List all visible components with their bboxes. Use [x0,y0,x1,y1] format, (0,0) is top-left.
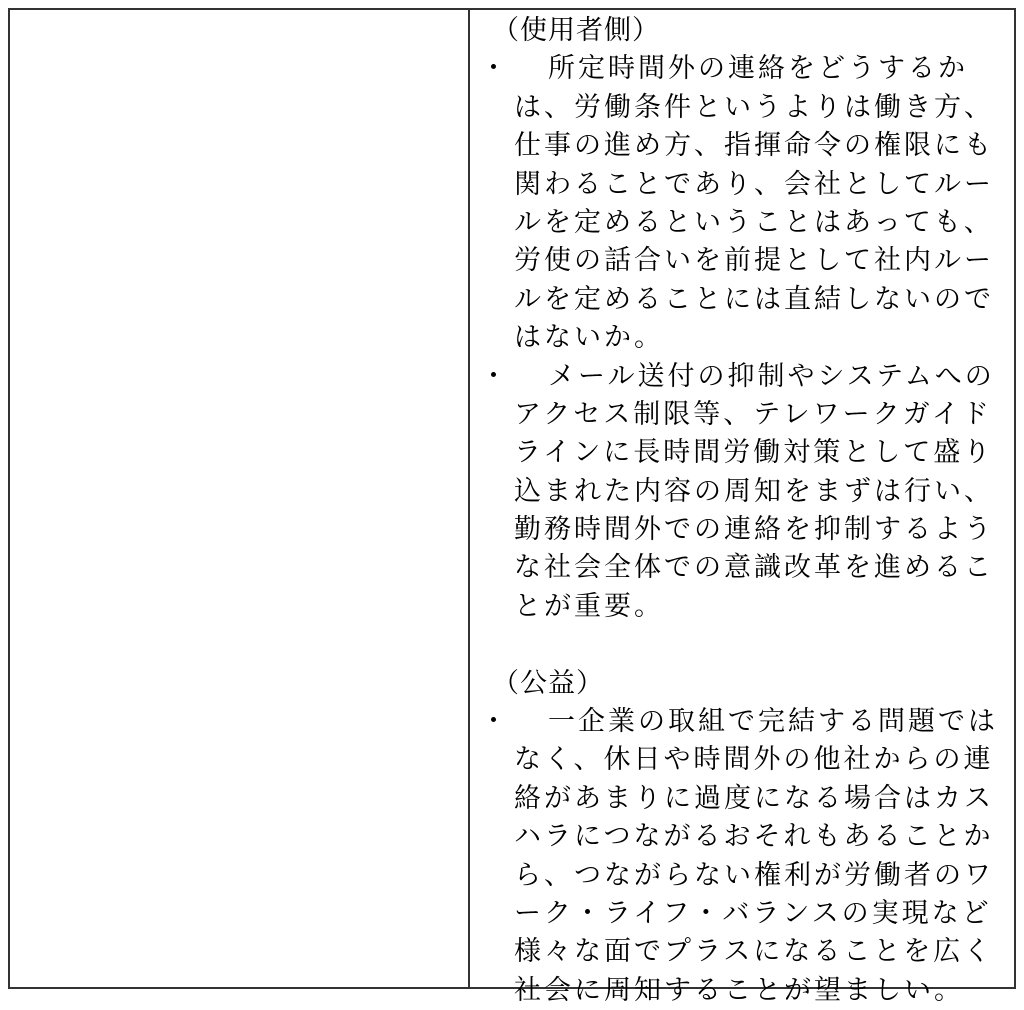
line-text: 一企業の取組で完結する問題では [548,706,998,738]
line-text: ーク・ライフ・バランスの実現など [514,897,992,929]
line-text: ルを定めることには直結しないので [514,283,994,315]
line-text: 仕事の進め方、指揮命令の権限にも [514,130,994,162]
line-text: ルを定めるということはあっても、 [514,206,994,238]
line-text: 労使の話合いを前提として社内ルー [514,245,994,277]
comment-table [8,8,1016,1006]
line-text: 所定時間外の連絡をどうするか [548,53,968,85]
line-text: メール送付の抑制やシステムへの [548,360,995,392]
bullet-line [470,358,1014,396]
comment-cell [470,10,1014,1006]
line-text: な社会全体での意識改革を進めるこ [514,552,994,584]
line-text: アクセス制限等、テレワークガイド [514,398,992,430]
bullet-line [470,703,1014,741]
line-text: なく、休日や時間外の他社からの連 [514,744,994,776]
line-text: 絡があまりに過度になる場合はカス [514,782,994,814]
bullet-marker: ・ [480,360,510,392]
public-interest-item-1 [470,703,1014,1010]
public-interest-heading: （公益） [492,667,604,699]
line-text: ら、つながらない権利が労働者のワ [514,859,994,891]
employer-item-2 [470,358,1014,627]
employer-item-1 [470,50,1014,357]
line-text: 社会に周知することが望ましい。 [514,974,964,1006]
line-text: ラインに長時間労働対策として盛り [514,437,994,469]
line-text: 込まれた内容の周知をまずは行い、 [514,475,994,507]
left-column [10,10,470,987]
spacer [470,626,1014,664]
bullet-marker: ・ [480,706,510,738]
bullet-marker: ・ [480,53,510,85]
line-text: ハラにつながるおそれもあることか [514,821,994,853]
line-text: 様々な面でプラスになることを広く [514,936,994,968]
employer-heading: （使用者側） [492,15,660,46]
line-text: 勤務時間外での連絡を抑制するよう [514,514,994,546]
line-text: はないか。 [514,322,664,354]
line-text: は、労働条件というよりは働き方、 [514,91,994,123]
line-text: 関わることであり、会社としてルー [514,168,994,200]
bullet-line [470,50,1014,88]
line-text: とが重要。 [514,590,664,622]
